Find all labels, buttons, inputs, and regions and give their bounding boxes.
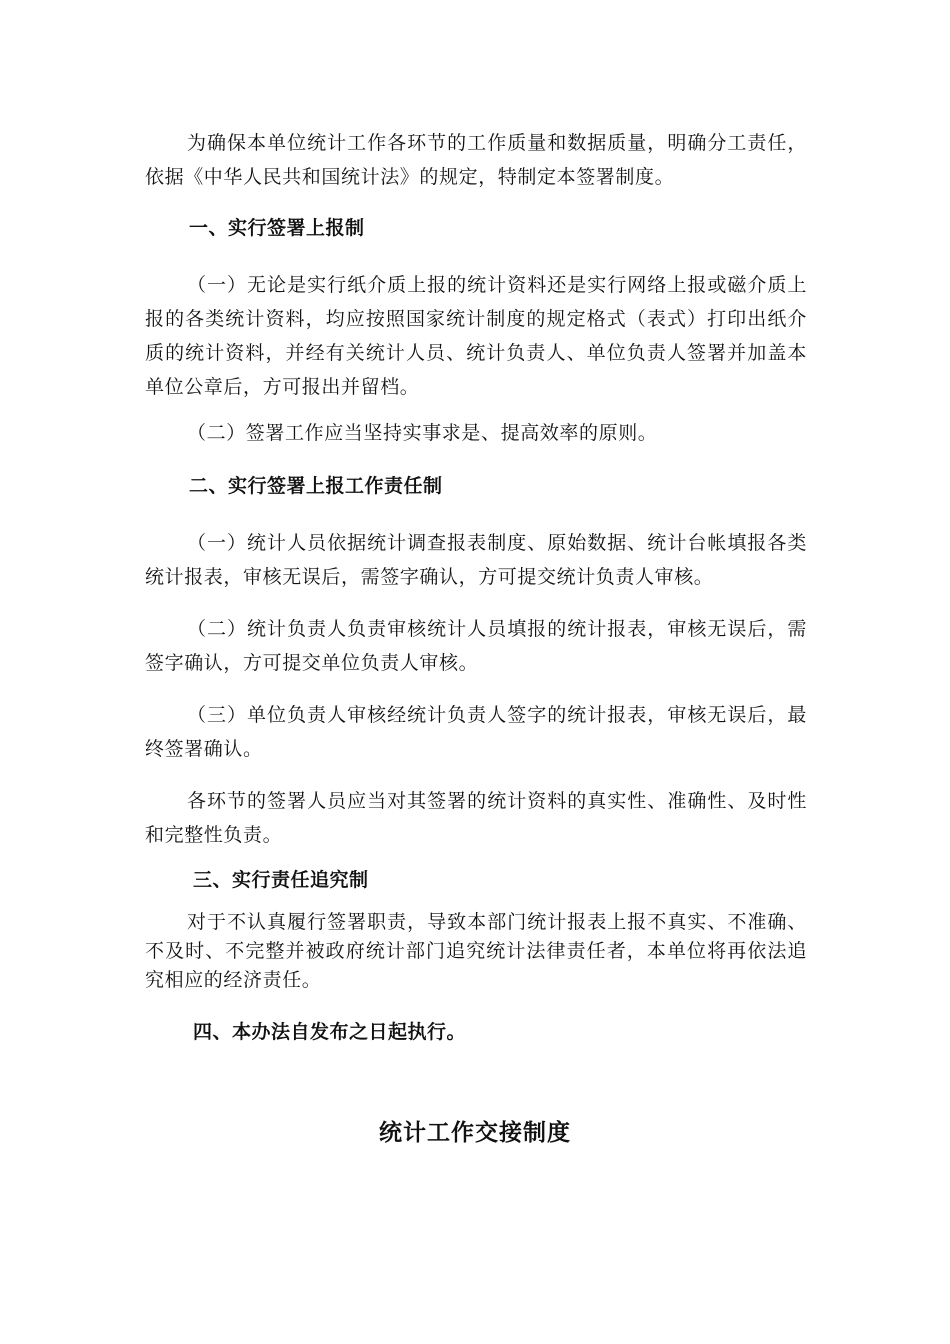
intro-paragraph: 为确保本单位统计工作各环节的工作质量和数据质量，明确分工责任，依据《中华人民共和国统计法》的规定，特制定本签署制度。 bbox=[145, 132, 807, 188]
next-document-title: 统计工作交接制度 bbox=[379, 1120, 571, 1146]
section-2-item-2: （二）统计负责人负责审核统计人员填报的统计报表，审核无误后，需签字确认，方可提交单位负责人审核。 bbox=[145, 618, 807, 674]
section-1-item-1: （一）无论是实行纸介质上报的统计资料还是实行网络上报或磁介质上报的各类统计资料，均应按照国家统计制度的规定格式（表式）打印出纸介质的统计资料，并经有关统计人员、统计负责人、单位负责人签署并加盖本单位公章后，方可报出并留档。 bbox=[145, 274, 807, 398]
section-2-item-3: （三）单位负责人审核经统计负责人签字的统计报表，审核无误后，最终签署确认。 bbox=[145, 704, 807, 760]
section-2-item-1: （一）统计人员依据统计调查报表制度、原始数据、统计台帐填报各类统计报表，审核无误后，需签字确认，方可提交统计负责人审核。 bbox=[145, 532, 807, 588]
section-3-heading: 三、实行责任追究制 bbox=[193, 869, 369, 891]
section-1-item-2: （二）签署工作应当坚持实事求是、提高效率的原则。 bbox=[187, 422, 658, 444]
section-2-note: 各环节的签署人员应当对其签署的统计资料的真实性、准确性、及时性和完整性负责。 bbox=[145, 790, 807, 846]
section-1-heading: 一、实行签署上报制 bbox=[189, 217, 365, 239]
section-3-body: 对于不认真履行签署职责，导致本部门统计报表上报不真实、不准确、不及时、不完整并被政府统计部门追究统计法律责任者，本单位将再依法追究相应的经济责任。 bbox=[145, 911, 807, 991]
section-4-heading: 四、本办法自发布之日起执行。 bbox=[193, 1021, 467, 1043]
section-2-heading: 二、实行签署上报工作责任制 bbox=[189, 475, 443, 497]
